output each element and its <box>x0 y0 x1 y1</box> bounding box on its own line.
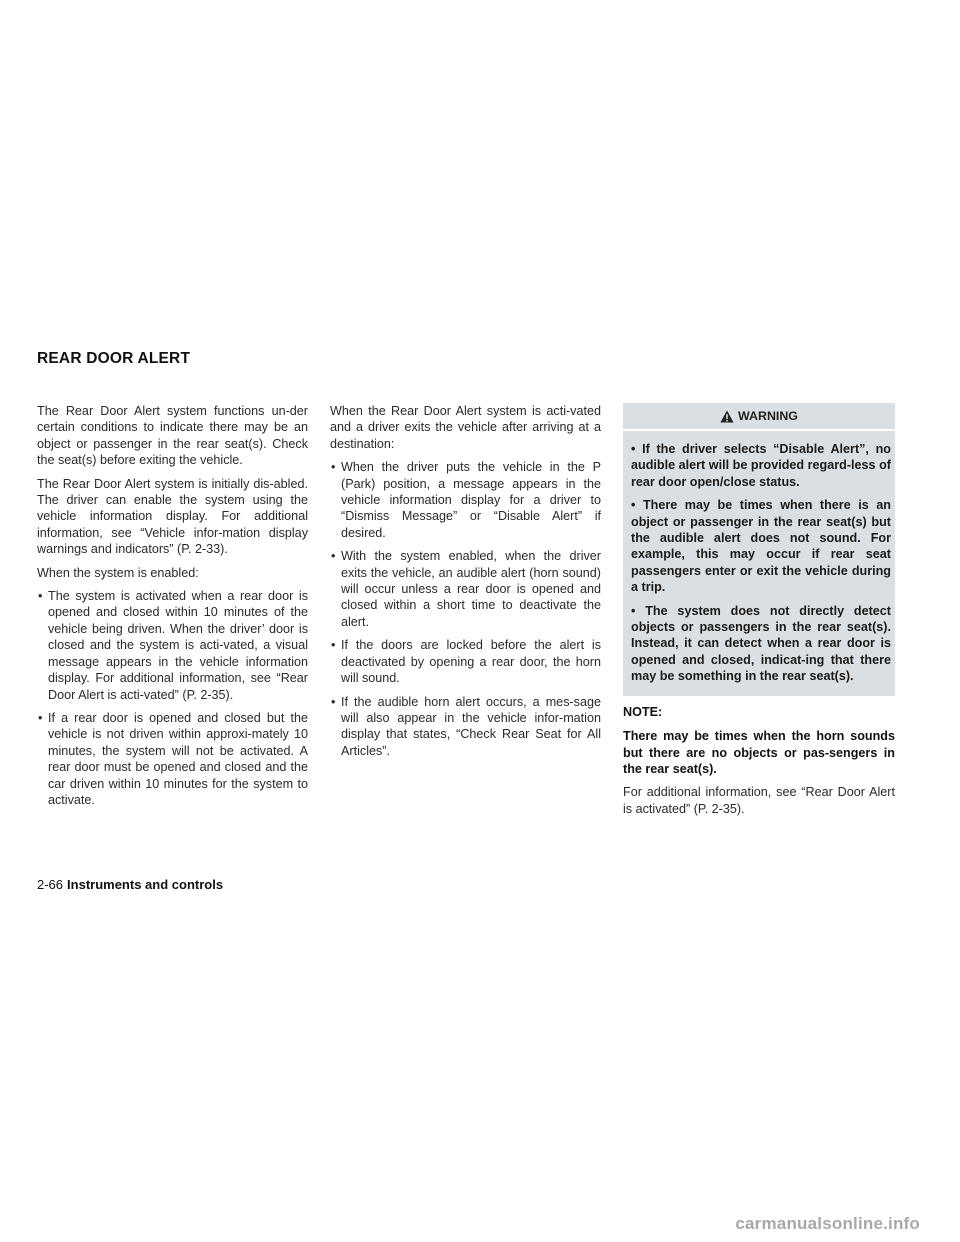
warning-item: • The system does not directly detect objects or passengers in the rear seat(s). Instead, it can detect when a rear door is opened and closed, indicat-ing that there may be something in the rear seat(s). <box>631 603 891 684</box>
paragraph: When the system is enabled: <box>37 565 199 580</box>
bullet-item: • With the system enabled, when the driver exits the vehicle, an audible alert (horn sound) will occur unless a rear door is opened and closed within a short time to deactivate the alert. <box>330 548 601 630</box>
warning-triangle-icon <box>720 410 734 423</box>
paragraph: The Rear Door Alert system functions un-der certain conditions to indicate there may be an object or passenger in the rear seat(s). Check the seat(s) before exiting the vehicle. <box>37 404 308 468</box>
column-3 <box>623 403 895 824</box>
footer-section: Instruments and controls <box>67 877 224 892</box>
warning-title: WARNING <box>738 408 798 423</box>
page-footer <box>37 877 223 892</box>
bullet-item: • If the doors are locked before the alert is deactivated by opening a rear door, the horn will sound. <box>330 637 601 686</box>
note-bold-text: There may be times when the horn sounds but there are no objects or pas-sengers in the rear seat(s). <box>623 729 895 776</box>
note-text: For additional information, see “Rear Door Alert is activated” (P. 2-35). <box>623 785 895 816</box>
section-title: REAR DOOR ALERT <box>37 350 191 367</box>
paragraph: The Rear Door Alert system is initially dis-abled. The driver can enable the system using the vehicle information display. For additional information, see “Vehicle infor-mation display warnings and indicators” (P. 2-33). <box>37 476 308 557</box>
note-label: NOTE: <box>623 704 663 719</box>
column-1 <box>37 403 308 815</box>
watermark: carmanualsonline.info <box>735 1214 920 1233</box>
warning-body <box>623 431 895 696</box>
column-2 <box>330 403 601 766</box>
warning-header <box>623 403 895 431</box>
warning-item: • If the driver selects “Disable Alert”, no audible alert will be provided regard-less of rear door open/close status. <box>631 442 891 489</box>
bullet-item: • The system is activated when a rear door is opened and closed within 10 minutes of the vehicle being driven. When the driver’ door is closed and the system is acti-vated, a visual message appears in the vehicle information display. For additional information, see “Rear Door Alert is acti-vated” (P. 2-35). <box>37 588 308 703</box>
warning-box <box>623 403 895 696</box>
bullet-item: • If a rear door is opened and closed but the vehicle is not driven within approxi-mately 10 minutes, the system will not be activated. A rear door must be opened and closed and the car driven within 10 minutes for the system to activate. <box>37 710 308 808</box>
warning-item: • There may be times when there is an object or passenger in the rear seat(s) but the audible alert does not sound. For example, this may occur if rear seat passengers enter or exit the vehicle during a trip. <box>631 498 891 595</box>
bullet-item: • When the driver puts the vehicle in the P (Park) position, a message appears in the vehicle information display for a driver to “Dismiss Message” or “Disable Alert” if desired. <box>330 459 601 541</box>
page-number: 2-66 <box>37 877 64 892</box>
bullet-item: • If the audible horn alert occurs, a mes-sage will also appear in the vehicle infor-mation display that states, “Check Rear Seat for All Articles”. <box>330 694 601 760</box>
paragraph: When the Rear Door Alert system is acti-vated and a driver exits the vehicle after arriving at a destination: <box>330 404 601 451</box>
